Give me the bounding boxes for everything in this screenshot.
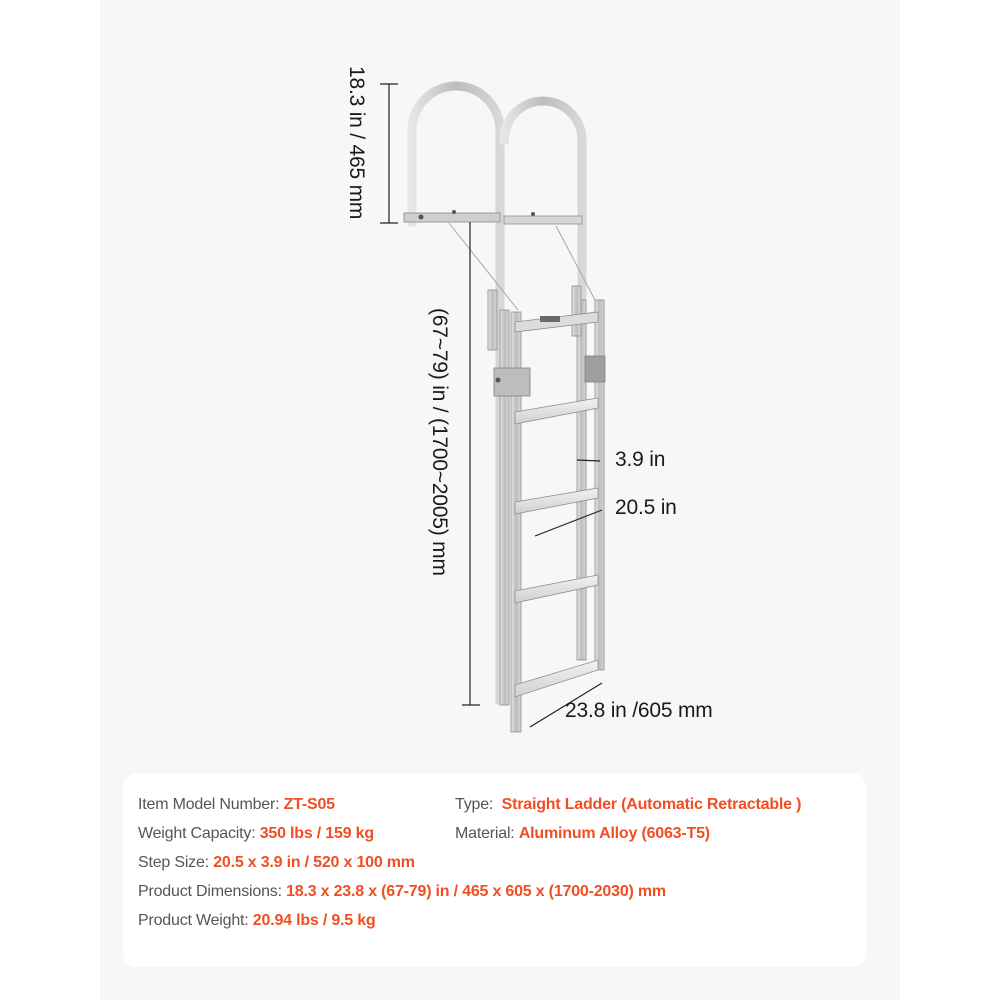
overall-width-label: 23.8 in /605 mm [565,699,713,722]
handrail-right [504,101,582,300]
ladder-frame [488,286,605,732]
spec-label: Product Dimensions: [138,883,287,900]
spec-model [138,796,335,814]
handrail-left [412,86,500,700]
spec-value: Straight Ladder (Automatic Retractable ) [501,796,802,813]
spec-value: 18.3 x 23.8 x (67-79) in / 465 x 605 x (1700-2030) mm [286,883,666,900]
spec-label: Type: [455,796,502,813]
spec-capacity [138,825,374,843]
spec-value: ZT-S05 [283,796,335,813]
spec-value: 20.5 x 3.9 in / 520 x 100 mm [213,854,415,871]
handrail-height-label: 18.3 in / 465 mm [345,66,368,220]
spec-label: Material: [455,825,519,842]
spec-weight [138,912,376,930]
spec-type [455,796,801,814]
spec-material [455,825,710,843]
spec-label: Product Weight: [138,912,253,929]
total-height-label: (67~79) in / (1700~2005) mm [428,308,451,576]
spec-label: Weight Capacity: [138,825,260,842]
spec-value: Aluminum Alloy (6063-T5) [518,825,710,842]
spec-value: 350 lbs / 159 kg [259,825,374,842]
spec-step-size [138,854,415,872]
step-width-label: 20.5 in [615,496,677,519]
spec-label: Item Model Number: [138,796,284,813]
step-depth-label: 3.9 in [615,448,666,471]
spec-label: Step Size: [138,854,214,871]
spec-value: 20.94 lbs / 9.5 kg [252,912,376,929]
spec-card [123,773,866,967]
spec-dimensions [138,883,666,901]
